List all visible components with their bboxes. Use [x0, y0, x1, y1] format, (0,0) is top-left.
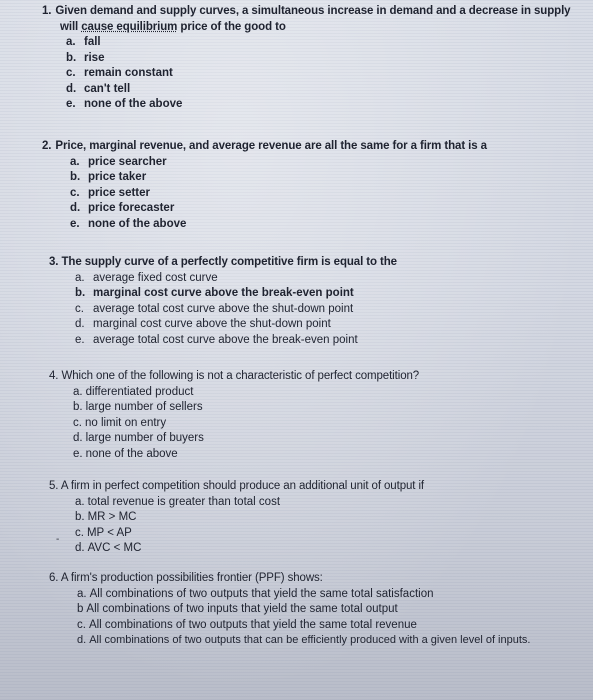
question-2-number: 2.	[42, 140, 52, 152]
question-5-option-c[interactable]	[75, 526, 424, 542]
option-text: remain constant	[84, 67, 173, 79]
option-letter: b.	[73, 401, 83, 413]
question-4-option-c[interactable]	[73, 416, 419, 432]
question-1-line-2-post: price of the good to	[177, 20, 286, 33]
question-1-line-1: Given demand and supply curves, a simultaneous increase in demand and a decrease in supply	[55, 5, 571, 17]
option-text: fall	[84, 36, 101, 48]
option-letter: d.	[66, 82, 77, 95]
option-letter: b.	[75, 287, 86, 299]
question-1-option-b[interactable]	[66, 51, 570, 67]
option-text: All combinations of two outputs that can be efficiently produced with a given level of inputs.	[89, 634, 531, 646]
option-text: total revenue is greater than total cost	[87, 495, 281, 508]
question-2-option-a[interactable]	[70, 155, 487, 171]
option-letter: e.	[66, 98, 76, 110]
option-text: none of the above	[84, 98, 183, 110]
option-text: All combinations of two outputs that yield the same total revenue	[88, 618, 417, 631]
question-3-option-b[interactable]	[75, 286, 397, 302]
option-text: large number of sellers	[85, 401, 203, 413]
question-6-option-a[interactable]	[77, 587, 530, 603]
question-3-option-c[interactable]	[75, 302, 397, 318]
option-letter: a.	[75, 495, 85, 508]
option-letter: b	[77, 603, 84, 615]
option-letter: c.	[75, 526, 84, 539]
option-letter: a.	[70, 155, 80, 168]
question-2-text: Price, marginal revenue, and average revenue are all the same for a firm that is a	[55, 140, 487, 152]
option-text: price setter	[88, 186, 151, 199]
question-1-option-e[interactable]	[66, 97, 570, 113]
question-5	[49, 479, 424, 557]
question-2-stem	[42, 139, 487, 155]
option-letter: a.	[75, 271, 85, 284]
question-6-option-d[interactable]	[77, 633, 530, 649]
option-letter: b.	[66, 51, 77, 64]
option-letter: a.	[73, 385, 83, 398]
option-text: marginal cost curve above the break-even point	[93, 287, 354, 299]
option-letter: c.	[70, 186, 80, 199]
question-2-option-c[interactable]	[70, 186, 487, 202]
question-4-option-b[interactable]	[73, 400, 419, 416]
question-2-option-d[interactable]	[70, 201, 487, 217]
option-letter: e.	[70, 217, 80, 230]
option-text: average total cost curve above the break-even point	[93, 333, 358, 346]
question-3	[49, 255, 397, 348]
question-1-option-d[interactable]	[66, 82, 570, 98]
option-letter: d.	[75, 318, 85, 330]
question-1-option-a[interactable]	[66, 35, 570, 51]
question-6	[49, 571, 530, 649]
option-text: can't tell	[84, 82, 131, 95]
question-4	[49, 369, 419, 462]
option-letter: d.	[70, 202, 81, 214]
question-4-option-d[interactable]	[73, 431, 419, 447]
question-3-option-a[interactable]	[75, 271, 397, 287]
question-3-stem: 3. The supply curve of a perfectly competitive firm is equal to the	[49, 256, 397, 268]
option-letter: d.	[73, 432, 83, 444]
option-letter: b.	[70, 171, 81, 183]
question-1-line-2-pre: will	[60, 20, 82, 33]
question-6-option-b[interactable]	[77, 602, 530, 618]
option-text: none of the above	[85, 447, 178, 460]
option-letter: d.	[75, 542, 85, 554]
question-3-option-e[interactable]	[75, 333, 397, 349]
question-5-stem: 5. A firm in perfect competition should produce an additional unit of output if	[49, 480, 425, 492]
option-text: price taker	[88, 171, 147, 183]
option-letter: b.	[75, 511, 85, 523]
question-2-option-b[interactable]	[70, 170, 487, 186]
option-letter: c.	[75, 302, 84, 315]
question-1-underlined-text: cause equilibrium	[81, 20, 178, 33]
question-4-option-a[interactable]	[73, 385, 419, 401]
option-text: All combinations of two outputs that yield the same total satisfaction	[89, 587, 434, 600]
question-4-option-e[interactable]	[73, 447, 419, 463]
option-text: average fixed cost curve	[93, 271, 218, 284]
question-2	[42, 139, 487, 232]
option-text: differentiated product	[85, 385, 194, 398]
option-letter: c.	[66, 67, 76, 79]
option-letter: c.	[73, 416, 82, 429]
option-letter: a.	[66, 36, 76, 48]
question-1	[42, 4, 570, 113]
option-text: marginal cost curve above the shut-down point	[93, 318, 331, 330]
question-4-stem: 4. Which one of the following is not a characteristic of perfect competition?	[49, 370, 420, 382]
question-5-option-b[interactable]	[75, 510, 424, 526]
option-letter: a.	[77, 587, 87, 600]
option-text: All combinations of two inputs that yield the same total output	[86, 603, 398, 615]
question-1-stem-line-2	[60, 20, 570, 36]
option-text: no limit on entry	[84, 416, 167, 429]
question-1-number: 1.	[42, 5, 52, 17]
option-text: MR > MC	[87, 511, 137, 523]
question-5-option-a[interactable]	[75, 495, 424, 511]
option-text: price searcher	[88, 155, 167, 168]
option-text: average total cost curve above the shut-down point	[93, 302, 354, 315]
question-1-option-c[interactable]	[66, 66, 570, 82]
question-2-option-e[interactable]	[70, 217, 487, 233]
question-3-option-d[interactable]	[75, 317, 397, 333]
option-letter: c.	[77, 618, 86, 631]
question-5-option-d[interactable]	[75, 541, 424, 557]
option-text: AVC < MC	[87, 542, 142, 554]
option-letter: d.	[77, 634, 87, 646]
option-letter: e.	[75, 333, 85, 346]
question-6-stem: 6. A firm's production possibilities frontier (PPF) shows:	[49, 572, 323, 584]
stray-pen-mark: -	[56, 534, 60, 545]
question-6-option-c[interactable]	[77, 618, 530, 634]
option-text: price forecaster	[88, 202, 175, 214]
option-text: MP < AP	[86, 526, 132, 539]
option-text: rise	[84, 51, 105, 64]
option-text: large number of buyers	[85, 432, 204, 444]
option-letter: e.	[73, 447, 83, 460]
option-text: none of the above	[88, 217, 187, 230]
question-1-stem	[42, 4, 570, 20]
